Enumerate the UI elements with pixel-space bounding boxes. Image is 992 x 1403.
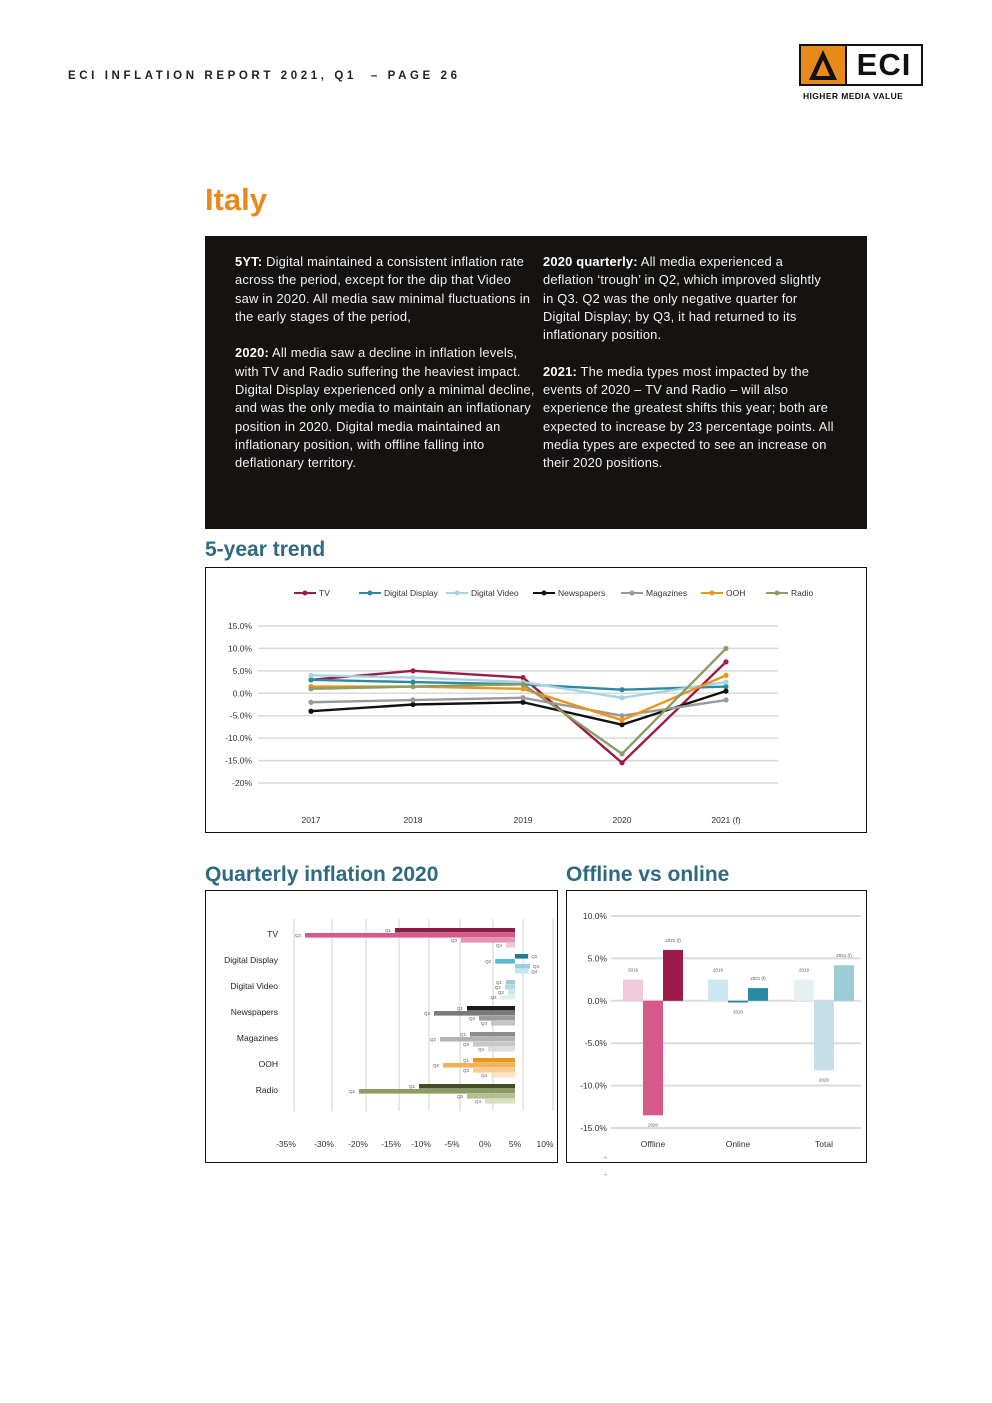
quarterly-bar-digital-display-q4 [515, 969, 528, 974]
logo-mark-icon [801, 46, 847, 84]
data-point-radio [308, 686, 313, 691]
summary-2021-text: The media types most impacted by the events of 2020 – TV and Radio – will also experience the greatest shifts this year; both are expected to increase by 23 percentage points. All media types are expected to see an increase on their 2020 positions. [543, 363, 834, 471]
quarterly-bar-label: Q2 [485, 959, 492, 964]
quarterly-bar-label: Q1 [456, 1006, 463, 1011]
offline-category-label: Online [725, 1139, 751, 1149]
quarterly-bar-label: Q4 [495, 943, 502, 948]
quarterly-category-label: Digital Video [230, 981, 278, 991]
legend-marker-ooh [710, 591, 715, 596]
legend-marker-newspapers [542, 591, 547, 596]
quarterly-bar-radio-q4 [485, 1099, 515, 1104]
trend-y-tick: 10.0% [227, 643, 252, 654]
quarterly-bar-ooh-q3 [473, 1068, 515, 1073]
data-point-magazines [410, 697, 415, 702]
trend-x-tick: 2017 [301, 815, 321, 825]
quarterly-bar-label: Q2 [423, 1011, 430, 1016]
quarterly-bar-magazines-q4 [488, 1047, 515, 1052]
quarterly-bar-magazines-q2 [440, 1037, 515, 1042]
trend-chart-frame [205, 567, 867, 833]
data-point-magazines [308, 700, 313, 705]
logo-tagline: HIGHER MEDIA VALUE [803, 91, 904, 101]
quarterly-x-tick: -35% [276, 1139, 296, 1149]
data-point-newspapers [410, 702, 415, 707]
trend-y-tick: -5.0% [229, 710, 252, 721]
quarterly-x-tick: 10% [536, 1139, 554, 1149]
summary-box [205, 236, 867, 529]
quarterly-bar-label: Q4 [531, 969, 538, 974]
data-point-tv [410, 668, 415, 673]
quarterly-bar-label: Q3 [462, 1068, 469, 1073]
quarterly-heading: Quarterly inflation 2020 [205, 863, 439, 886]
data-point-radio [619, 751, 624, 756]
legend-label-ooh: OOH [726, 588, 746, 598]
quarterly-bar-digital-display-q3 [515, 964, 530, 969]
offline-bar-label: 2019 [712, 967, 724, 973]
quarterly-x-tick: -30% [314, 1139, 334, 1149]
quarterly-bar-digital-video-q2 [505, 985, 515, 990]
quarterly-x-tick: -5% [444, 1139, 460, 1149]
summary-2021-label: 2021: [543, 363, 577, 379]
summary-2021 [543, 363, 835, 473]
quarterly-category-label: Digital Display [224, 955, 278, 965]
summary-5yt-label: 5YT: [235, 254, 263, 269]
quarterly-bar-label: Q2 [494, 985, 501, 990]
quarterly-x-tick: -10% [411, 1139, 431, 1149]
trend-line-chart [206, 568, 866, 832]
trend-y-tick: -10.0% [225, 733, 252, 744]
quarterly-bar-tv-q2 [305, 933, 515, 938]
offline-bar-total-2019 [794, 980, 814, 1001]
quarterly-bar-tv-q4 [506, 943, 515, 948]
quarterly-bar-tv-q3 [461, 938, 515, 943]
quarterly-bar-label: Q4 [477, 1047, 484, 1052]
legend-label-radio: Radio [791, 588, 814, 598]
data-point-ooh [723, 673, 728, 678]
data-point-digital-display [410, 679, 415, 684]
quarterly-bar-digital-video-q3 [508, 990, 515, 995]
data-point-ooh [619, 718, 624, 723]
summary-quarterly [543, 253, 835, 344]
data-point-tv [520, 675, 525, 680]
offline-online-heading: Offline vs online [566, 863, 730, 886]
page-number: – PAGE 26 [370, 70, 461, 82]
data-point-newspapers [723, 688, 728, 693]
quarterly-bar-label: Q3 [497, 990, 504, 995]
report-header [68, 70, 461, 82]
quarterly-bar-label: Q2 [432, 1063, 439, 1068]
quarterly-bar-label: Q1 [531, 954, 538, 959]
offline-online-chart-frame [566, 890, 867, 1163]
trend-y-tick: -20% [232, 778, 252, 788]
quarterly-bar-label: Q1 [459, 1032, 466, 1037]
summary-2020-label: 2020: [235, 345, 269, 361]
data-point-radio [410, 684, 415, 689]
offline-y-tick: -15.0% [580, 1123, 607, 1133]
legend-marker-digital-display [368, 591, 373, 596]
quarterly-bar-digital-display-q2 [495, 959, 515, 964]
legend-marker-digital-video [455, 591, 460, 596]
summary-2020-text: All media saw a decline in inflation levels, with TV and Radio suffering the heaviest impact. Digital Display experienced only a minimal decline, and was the only media to maintain an inflationary position in 2020. Digital media maintained an inflationary position, with offline falling into deflationary territory. [235, 345, 535, 471]
quarterly-bar-newspapers-q4 [491, 1021, 515, 1026]
quarterly-bar-label: Q2 [429, 1037, 436, 1042]
offline-y-tick: -5.0% [584, 1038, 607, 1049]
data-point-newspapers [308, 709, 313, 714]
trend-x-tick: 2019 [513, 815, 533, 825]
quarterly-bar-digital-display-q1 [515, 954, 528, 959]
footnote-dash-2: - [604, 1170, 607, 1179]
legend-label-digital-video: Digital Video [471, 588, 519, 598]
data-point-digital-display [308, 677, 313, 682]
data-point-tv [723, 659, 728, 664]
quarterly-x-tick: -20% [348, 1139, 368, 1149]
legend-marker-radio [775, 591, 780, 596]
quarterly-bar-label: Q2 [294, 933, 301, 938]
offline-y-tick: 10.0% [582, 911, 607, 921]
legend-label-tv: TV [319, 588, 330, 598]
trend-y-tick: 5.0% [232, 665, 252, 676]
data-point-newspapers [619, 722, 624, 727]
offline-bar-offline-2021-f [663, 950, 683, 1001]
legend-newspapers [533, 588, 605, 598]
offline-bar-label: 2020 [647, 1122, 659, 1128]
quarterly-bar-label: Q1 [384, 928, 391, 933]
logo-text: ECI [856, 47, 912, 82]
summary-5yt-text: Digital maintained a consistent inflation rate across the period, except for the dip that Video saw in 2020. All media saw minimal fluctuations in the early stages of the period, [235, 254, 531, 324]
offline-y-tick: 0.0% [587, 995, 607, 1006]
footnote-dash-1: - [604, 1153, 607, 1162]
offline-bar-label: 2020 [732, 1009, 744, 1015]
quarterly-bar-radio-q3 [467, 1094, 515, 1099]
offline-bar-label: 2019 [798, 967, 810, 973]
quarterly-bar-ooh-q4 [491, 1073, 515, 1078]
quarterly-chart-frame [205, 890, 558, 1163]
quarterly-bar-radio-q1 [419, 1084, 515, 1089]
quarterly-bar-label: Q3 [456, 1094, 463, 1099]
offline-bar-offline-2020 [643, 1001, 663, 1115]
quarterly-bar-label: Q4 [474, 1099, 481, 1104]
data-point-radio [520, 682, 525, 687]
quarterly-bar-label: Q1 [408, 1084, 415, 1089]
offline-bar-label: 2021 (f) [665, 937, 681, 943]
offline-bar-online-2021-f [748, 988, 768, 1001]
quarterly-category-label: TV [267, 929, 278, 939]
quarterly-x-tick: 5% [508, 1139, 522, 1149]
data-point-digital-video [723, 679, 728, 684]
quarterly-bar-magazines-q1 [470, 1032, 515, 1037]
data-point-digital-display [619, 687, 624, 692]
summary-left-column [235, 253, 535, 491]
offline-group-online [708, 968, 768, 1149]
data-point-digital-video [308, 673, 313, 678]
quarterly-bar-label: Q3 [533, 964, 540, 969]
trend-x-tick: 2021 (f) [711, 815, 741, 825]
trend-x-tick: 2018 [403, 815, 423, 825]
quarterly-bar-label: Q3 [468, 1016, 475, 1021]
trend-y-tick: 0.0% [232, 688, 252, 699]
summary-quarterly-label: 2020 quarterly: [543, 254, 638, 269]
legend-magazines [621, 588, 687, 598]
legend-marker-magazines [630, 591, 635, 596]
quarterly-bar-ooh-q1 [473, 1058, 515, 1063]
series-line-newspapers [311, 691, 726, 725]
offline-bar-label: 2021 (f) [750, 976, 766, 982]
offline-bar-total-2021-f [834, 965, 854, 1001]
quarterly-bar-digital-video-q4 [501, 995, 515, 1000]
data-point-radio [723, 646, 728, 651]
quarterly-bar-label: Q2 [348, 1089, 355, 1094]
legend-ooh [701, 588, 745, 598]
quarterly-bar-label: Q1 [495, 980, 502, 985]
offline-group-total [794, 953, 854, 1149]
offline-y-tick: 5.0% [587, 953, 607, 964]
offline-bar-online-2020 [728, 1001, 748, 1003]
trend-heading: 5-year trend [205, 538, 326, 561]
summary-quarterly-text: All media experienced a deflation ‘trough’ in Q2, which improved slightly in Q3. Q2 was the only negative quarter for Digital Display; by Q3, it had returned to its inflationary position. [543, 254, 822, 343]
offline-bar-label: 2020 [818, 1077, 830, 1083]
eci-logo [799, 44, 924, 102]
quarterly-bar-newspapers-q1 [467, 1006, 515, 1011]
summary-2020 [235, 344, 535, 472]
quarterly-category-label: Magazines [236, 1033, 278, 1043]
legend-digital-video [446, 588, 519, 598]
offline-category-label: Total [815, 1139, 833, 1149]
legend-digital-display [359, 588, 439, 598]
data-point-digital-video [410, 675, 415, 680]
offline-online-bar-chart [567, 891, 866, 1162]
data-point-newspapers [520, 700, 525, 705]
data-point-digital-display [723, 684, 728, 689]
offline-category-label: Offline [640, 1139, 666, 1149]
quarterly-bar-magazines-q3 [473, 1042, 515, 1047]
quarterly-bar-ooh-q2 [443, 1063, 515, 1068]
report-title: ECI INFLATION REPORT 2021, Q1 [68, 70, 357, 82]
legend-marker-tv [303, 591, 308, 596]
legend-radio [766, 588, 813, 598]
quarterly-category-label: Radio [255, 1085, 278, 1095]
trend-x-tick: 2020 [612, 815, 632, 825]
quarterly-bar-radio-q2 [359, 1089, 515, 1094]
legend-label-newspapers: Newspapers [558, 588, 606, 598]
quarterly-category-label: Newspapers [230, 1007, 278, 1017]
data-point-magazines [619, 713, 624, 718]
quarterly-x-tick: 0% [478, 1139, 492, 1149]
data-point-magazines [520, 695, 525, 700]
legend-label-magazines: Magazines [646, 588, 688, 598]
legend-label-digital-display: Digital Display [384, 588, 438, 598]
trend-y-tick: -15.0% [225, 755, 252, 766]
legend-tv [294, 588, 330, 598]
offline-y-tick: -10.0% [580, 1080, 607, 1091]
quarterly-category-label: OOH [258, 1059, 278, 1069]
data-point-tv [619, 760, 624, 765]
quarterly-bar-newspapers-q2 [434, 1011, 515, 1016]
quarterly-bar-label: Q4 [480, 1073, 487, 1078]
quarterly-bar-tv-q1 [395, 928, 515, 933]
quarterly-bar-label: Q1 [462, 1058, 469, 1063]
offline-bar-label: 2019 [627, 967, 639, 973]
summary-right-column [543, 253, 835, 491]
quarterly-bar-digital-video-q1 [506, 980, 515, 985]
offline-bar-offline-2019 [623, 980, 643, 1001]
quarterly-bar-label: Q4 [480, 1021, 487, 1026]
trend-y-tick: 15.0% [227, 621, 252, 631]
quarterly-bar-label: Q4 [490, 995, 497, 1000]
quarterly-bar-label: Q3 [462, 1042, 469, 1047]
offline-bar-label: 2021 (f) [836, 953, 852, 959]
quarterly-x-tick: -15% [381, 1139, 401, 1149]
country-title: Italy [205, 182, 268, 217]
offline-bar-total-2020 [814, 1001, 834, 1071]
data-point-digital-video [619, 695, 624, 700]
data-point-magazines [723, 697, 728, 702]
quarterly-bar-label: Q3 [450, 938, 457, 943]
quarterly-bar-chart [206, 891, 557, 1162]
quarterly-bar-newspapers-q3 [479, 1016, 515, 1021]
offline-bar-online-2019 [708, 980, 728, 1001]
summary-5yt [235, 253, 535, 326]
